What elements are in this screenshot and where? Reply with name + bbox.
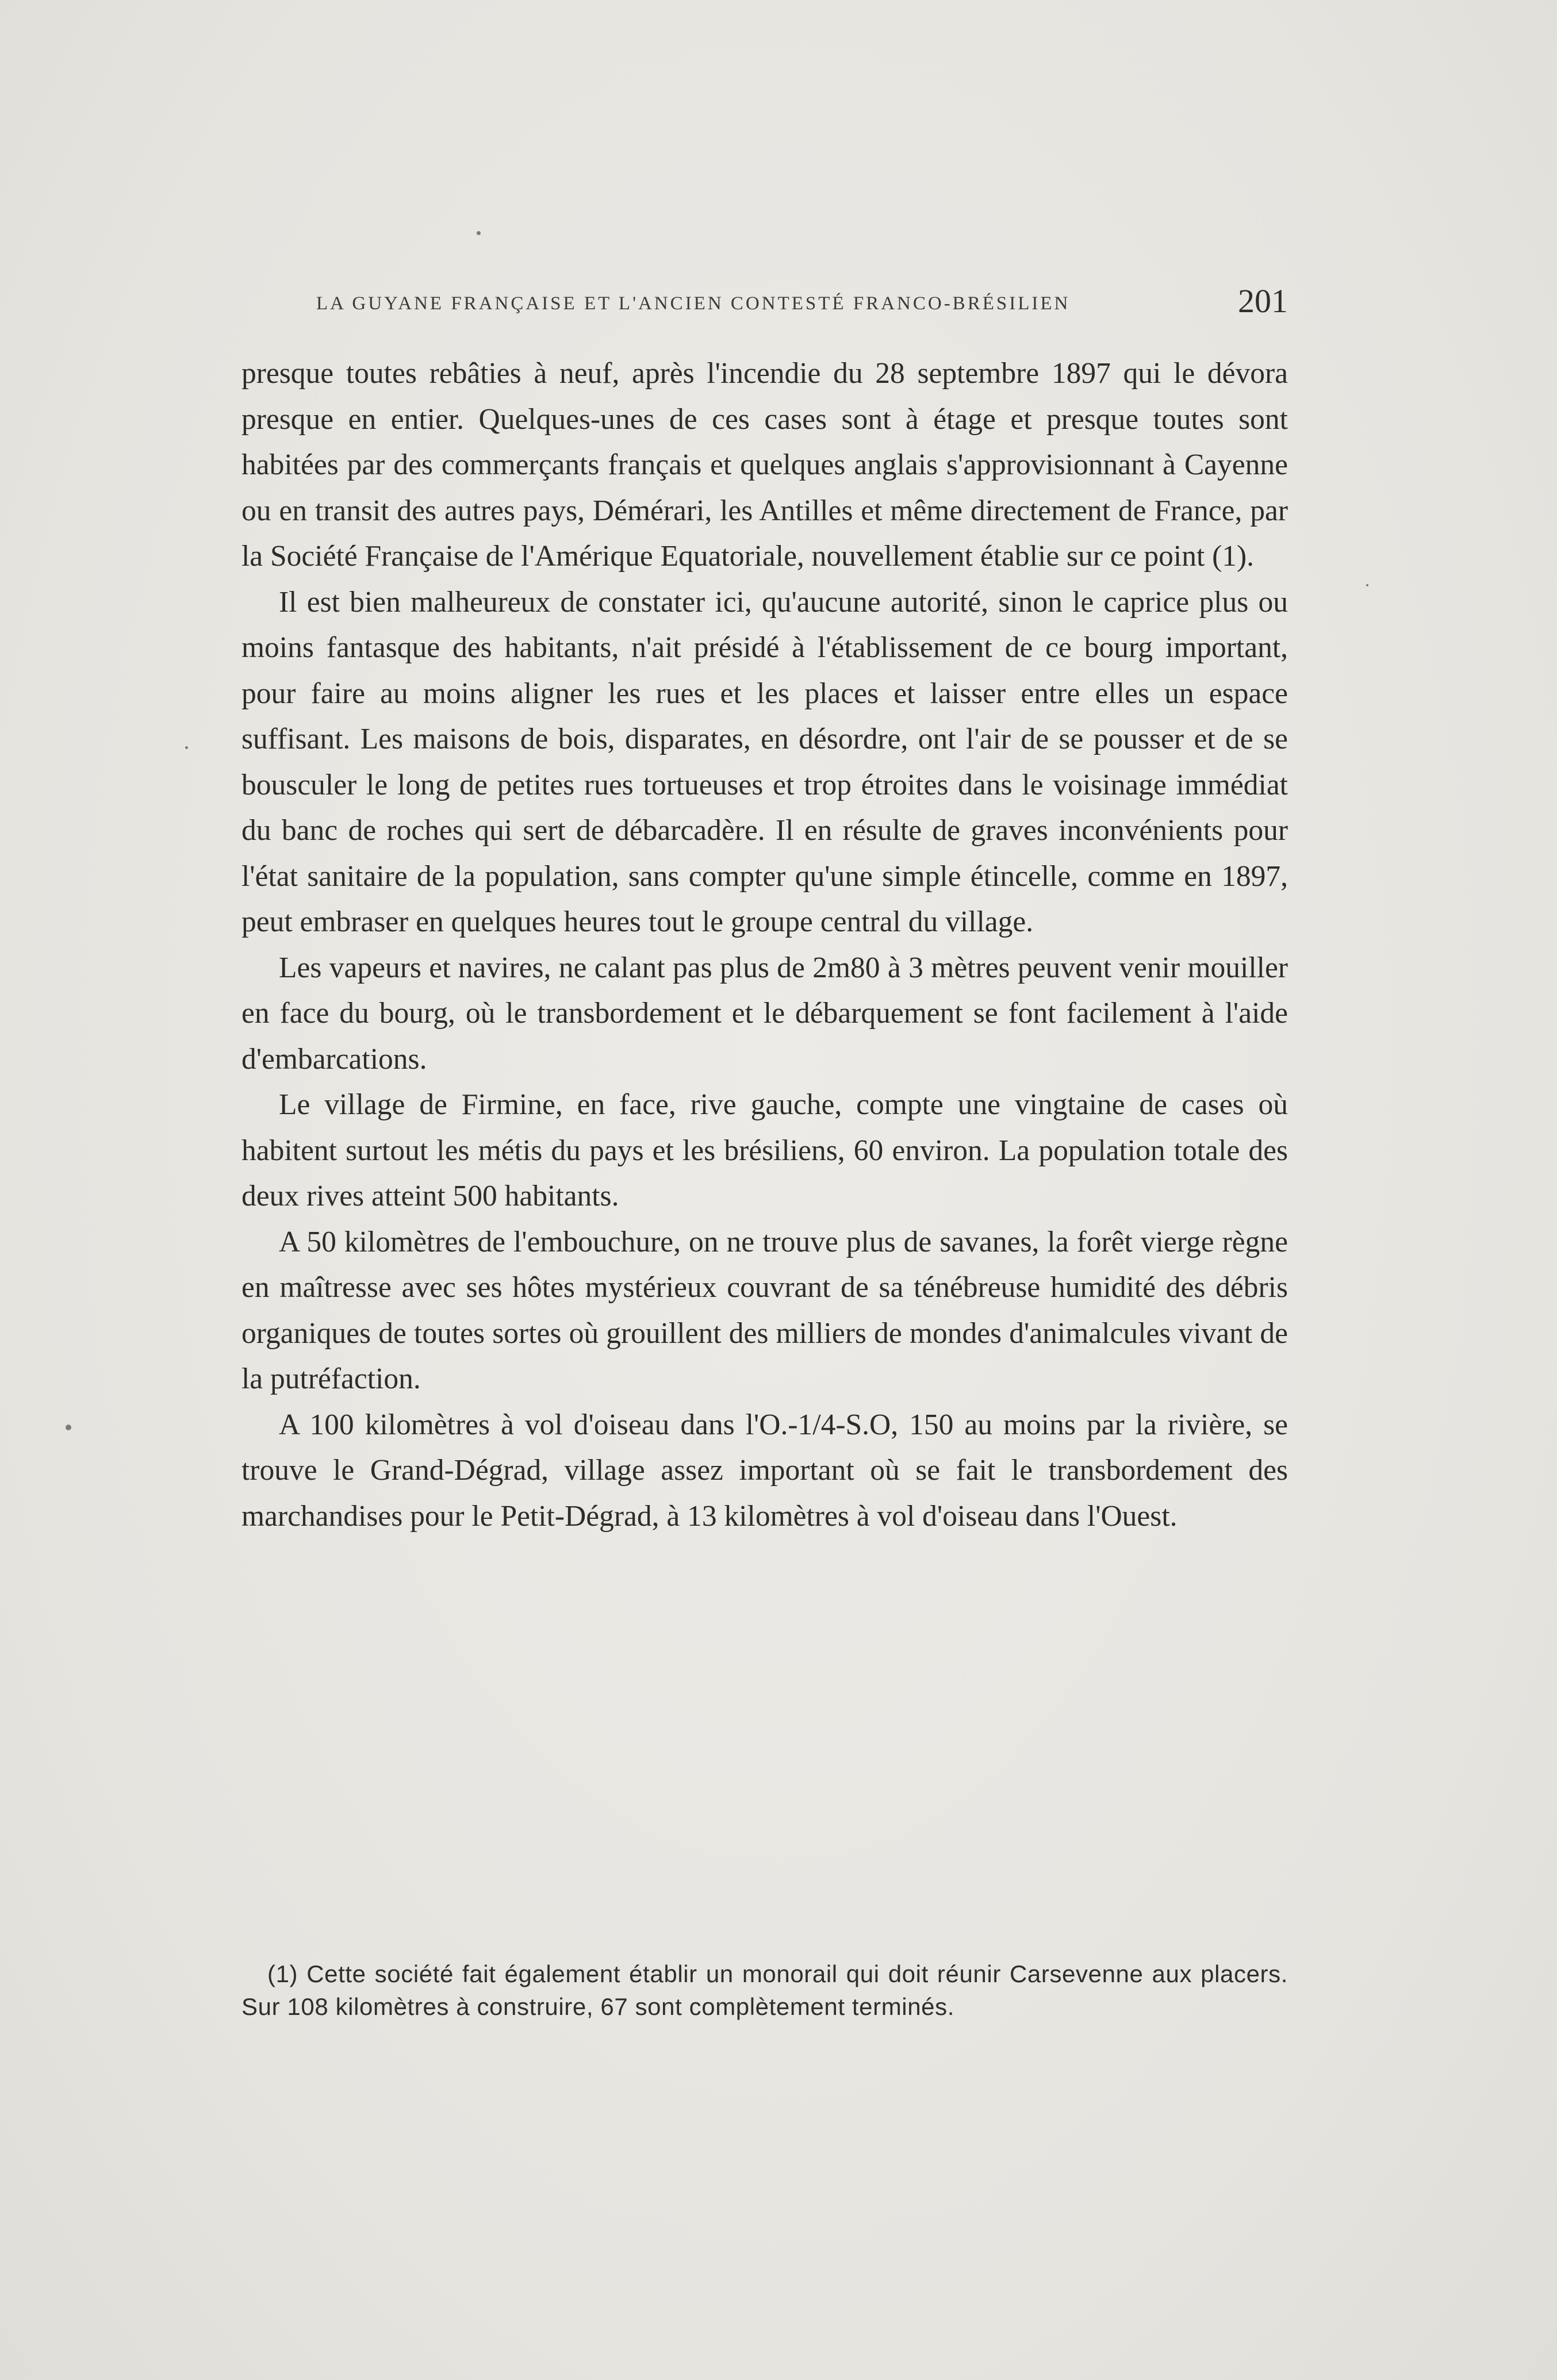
running-head: LA GUYANE FRANÇAISE ET L'ANCIEN CONTESTÉ FRANCO-BRÉSILIEN [316,293,1071,314]
page-header [241,276,1288,328]
paragraph: A 100 kilomètres à vol d'oiseau dans l'O.-1/4-S.O, 150 au moins par la rivière, se trouve le Grand-Dégrad, village assez important où se fait le transbordement des marchandises pour le Petit-Dégrad, à 13 kilomètres à vol d'oiseau dans l'Ouest. [241,1408,1288,1533]
body-text [241,351,1288,1539]
paragraph: A 50 kilomètres de l'embouchure, on ne trouve plus de savanes, la forêt vierge règne en maîtresse avec ses hôtes mystérieux couvrant de sa ténébreuse humidité des débris organiques de toutes sortes où grouillent des milliers de mondes d'animalcules vivant de la putréfaction. [241,1225,1288,1395]
paragraph: presque toutes rebâties à neuf, après l'incendie du 28 septembre 1897 qui le dévora presque en entier. Quelques-unes de ces cases sont à étage et presque toutes sont habitées par des commerçants français et quelques anglais s'approvisionnant à Cayenne ou en transit des autres pays, Démérari, les Antilles et même directement de France, par la Société Française de l'Amérique Equatoriale, nouvellement établie sur ce point (1). [241,357,1288,573]
paper-speck [1366,584,1368,586]
paper-speck [477,231,481,235]
paper-speck [185,746,188,749]
footnote: (1) Cette société fait également établir un monorail qui doit réunir Carsevenne aux placers. Sur 108 kilomètres à construire, 67 sont complètement terminés. [241,1960,1288,2020]
paragraph: Le village de Firmine, en face, rive gauche, compte une vingtaine de cases où habitent surtout les métis du pays et les brésiliens, 60 environ. La population totale des deux rives atteint 500 habitants. [241,1088,1288,1212]
paper-speck [66,1425,71,1430]
paragraph: Il est bien malheureux de constater ici, qu'aucune autorité, sinon le caprice plus ou moins fantasque des habitants, n'ait présidé à l'établissement de ce bourg important, pour faire au moins aligner les rues et les places et laisser entre elles un espace suffisant. Les maisons de bois, disparates, en désordre, ont l'air de se pousser et de se bousculer le long de petites rues tortueuses et trop étroites dans le voisinage immédiat du banc de roches qui sert de débarcadère. Il en résulte de graves inconvénients pour l'état sanitaire de la population, sans compter qu'une simple étincelle, comme en 1897, peut embraser en quelques heures tout le groupe central du village. [241,585,1288,938]
page-number: 201 [1238,282,1288,320]
paragraph: Les vapeurs et navires, ne calant pas plus de 2m80 à 3 mètres peuvent venir mouiller en face du bourg, où le transbordement et le débarquement se font facilement à l'aide d'embarcations. [241,951,1288,1076]
